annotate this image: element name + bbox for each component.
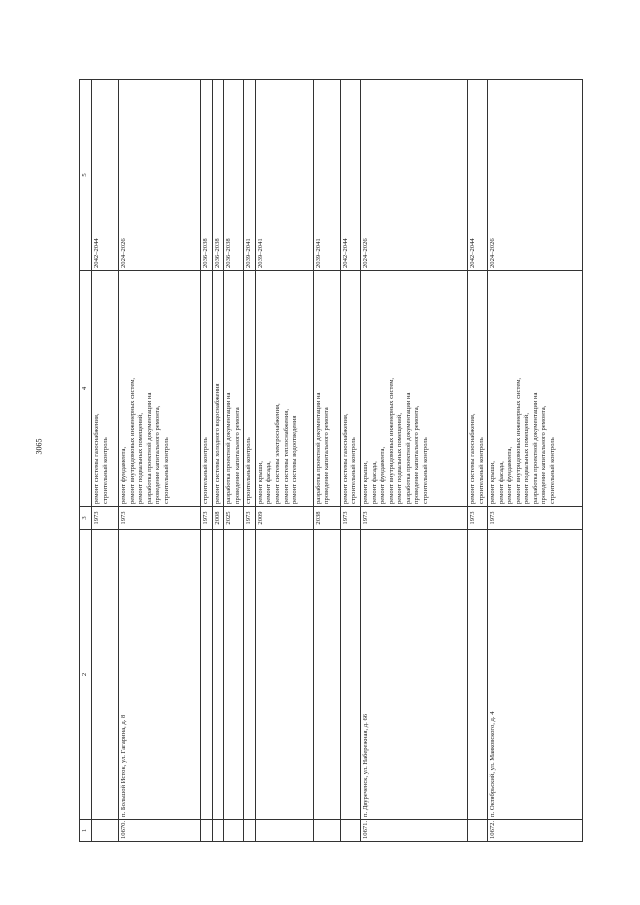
table-row bbox=[244, 80, 256, 842]
table-row bbox=[467, 80, 487, 842]
period-cell: 2042–2044 bbox=[467, 80, 487, 271]
row-number-cell bbox=[212, 820, 224, 842]
row-number-cell: 10672. bbox=[488, 820, 583, 842]
year-cell: 1973 bbox=[488, 507, 583, 530]
period-cell: 2024–2026 bbox=[360, 80, 467, 271]
row-number-cell bbox=[467, 820, 487, 842]
year-cell: 1973 bbox=[201, 507, 213, 530]
period-cell: 2036–2038 bbox=[201, 80, 213, 271]
row-number-cell bbox=[340, 820, 360, 842]
work-type-cell: ремонт крыши, ремонт фасада, ремонт фундамента, ремонт внутридомовых инженерных систем, ремонт подвальных помещений, разработка проектной документации на проведение капитального ремонта, строительный контроль bbox=[360, 271, 467, 507]
year-cell: 1973 bbox=[92, 507, 119, 530]
year-cell: 2025 bbox=[224, 507, 244, 530]
header-cell: 3 bbox=[80, 507, 92, 530]
row-number-cell: 10671. bbox=[360, 820, 467, 842]
address-cell bbox=[212, 530, 224, 820]
year-cell: 2038 bbox=[313, 507, 340, 530]
address-cell bbox=[467, 530, 487, 820]
address-cell: п. Двуреченск, ул. Набережная, д. 66 bbox=[360, 530, 467, 820]
year-cell: 1973 bbox=[360, 507, 467, 530]
header-cell: 4 bbox=[80, 271, 92, 507]
table-row bbox=[224, 80, 244, 842]
year-cell: 1973 bbox=[119, 507, 201, 530]
work-type-cell: ремонт системы газоснабжения, строительный контроль bbox=[467, 271, 487, 507]
address-cell bbox=[224, 530, 244, 820]
year-cell: 2008 bbox=[212, 507, 224, 530]
header-cell: 5 bbox=[80, 80, 92, 271]
table-row bbox=[313, 80, 340, 842]
row-number-cell bbox=[255, 820, 313, 842]
period-cell: 2024–2026 bbox=[119, 80, 201, 271]
year-cell: 1973 bbox=[340, 507, 360, 530]
period-cell: 2042–2044 bbox=[340, 80, 360, 271]
work-type-cell: ремонт крыши, ремонт фасада, ремонт системы электроснабжения, ремонт системы теплоснабжения, ремонт системы водоотведения bbox=[255, 271, 313, 507]
row-number-cell bbox=[92, 820, 119, 842]
address-cell: п. Большой Исток, ул. Гагарина, д. 8 bbox=[119, 530, 201, 820]
period-cell: 2036–2038 bbox=[224, 80, 244, 271]
row-number-cell bbox=[313, 820, 340, 842]
period-cell: 2024–2026 bbox=[488, 80, 583, 271]
period-cell: 2039–2041 bbox=[255, 80, 313, 271]
address-cell: п. Октябрьский, ул. Маяковского, д. 4 bbox=[488, 530, 583, 820]
header-cell: 1 bbox=[80, 820, 92, 842]
row-number-cell bbox=[244, 820, 256, 842]
row-number-cell bbox=[201, 820, 213, 842]
work-type-cell: строительный контроль bbox=[244, 271, 256, 507]
year-cell: 2009 bbox=[255, 507, 313, 530]
address-cell bbox=[201, 530, 213, 820]
table-row bbox=[488, 80, 583, 842]
address-cell bbox=[313, 530, 340, 820]
header-cell: 2 bbox=[80, 530, 92, 820]
work-type-cell: ремонт системы газоснабжения, строительный контроль bbox=[340, 271, 360, 507]
table-row bbox=[340, 80, 360, 842]
table-row bbox=[255, 80, 313, 842]
address-cell bbox=[92, 530, 119, 820]
table-row bbox=[92, 80, 119, 842]
header-row bbox=[80, 80, 92, 842]
row-number-cell bbox=[224, 820, 244, 842]
period-cell: 2039–2041 bbox=[313, 80, 340, 271]
table-row bbox=[119, 80, 201, 842]
address-cell bbox=[255, 530, 313, 820]
page-number: 3065 bbox=[34, 438, 44, 455]
work-type-cell: разработка проектной документации на проведение капитального ремонта bbox=[224, 271, 244, 507]
work-type-cell: строительный контроль bbox=[201, 271, 213, 507]
rotated-table-container bbox=[79, 80, 589, 842]
row-number-cell: 10670. bbox=[119, 820, 201, 842]
table-row bbox=[201, 80, 213, 842]
address-cell bbox=[244, 530, 256, 820]
work-type-cell: ремонт фундамента, ремонт внутридомовых инженерных систем, ремонт подвальных помещений, разработка проектной документации на проведение капитального ремонта, строительный контроль bbox=[119, 271, 201, 507]
work-type-cell: ремонт системы газоснабжения, строительный контроль bbox=[92, 271, 119, 507]
work-type-cell: разработка проектной документации на проведение капитального ремонта bbox=[313, 271, 340, 507]
year-cell: 1973 bbox=[467, 507, 487, 530]
table-row bbox=[212, 80, 224, 842]
work-type-cell: ремонт крыши, ремонт фасада, ремонт фундамента, ремонт внутридомовых инженерных систем, ремонт подвальных помещений, разработка проектной документации на проведение капитального ремонта, строительный контроль bbox=[488, 271, 583, 507]
period-cell: 2039–2041 bbox=[244, 80, 256, 271]
table-row bbox=[360, 80, 467, 842]
year-cell: 1973 bbox=[244, 507, 256, 530]
period-cell: 2042–2044 bbox=[92, 80, 119, 271]
address-cell bbox=[340, 530, 360, 820]
repair-schedule-table bbox=[79, 79, 583, 842]
work-type-cell: ремонт системы холодного водоснабжения bbox=[212, 271, 224, 507]
period-cell: 2036–2038 bbox=[212, 80, 224, 271]
